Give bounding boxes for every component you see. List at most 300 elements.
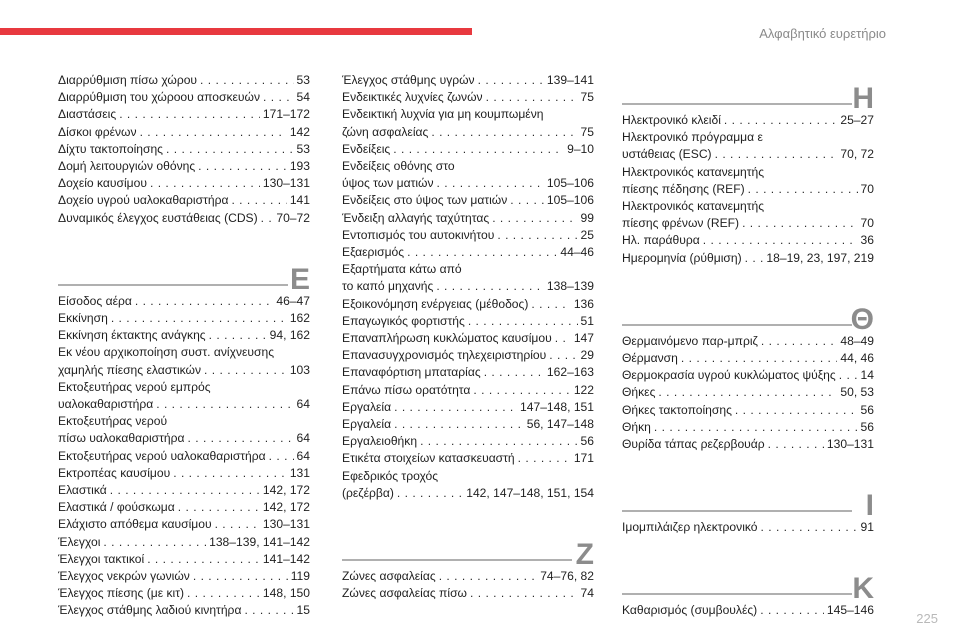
index-entry-pages: 18–19, 23, 197, 219 xyxy=(766,250,874,265)
index-entry xyxy=(58,568,310,585)
section-header xyxy=(622,479,874,523)
index-entry xyxy=(342,364,594,381)
index-entry-row xyxy=(622,402,874,419)
index-entry-term-line1: Εκ νέου αρχικοποίηση συστ. ανίχνευσης xyxy=(58,345,275,360)
index-column-2 xyxy=(342,72,594,602)
index-entry-row xyxy=(342,192,594,209)
index-entry-pages: 46–47 xyxy=(276,293,310,308)
index-entry-pages: 141 xyxy=(289,193,310,208)
index-entry-term: Δίχτυ τακτοποίησης xyxy=(58,141,163,156)
index-entry-term: Έλεγχος στάθμης λαδιού κινητήρα xyxy=(58,603,242,618)
index-entry-row xyxy=(342,416,594,433)
dot-leader xyxy=(724,112,837,129)
dot-leader xyxy=(439,568,537,585)
index-entry-row xyxy=(622,146,874,163)
dot-leader xyxy=(436,278,544,295)
index-entry-row xyxy=(58,602,310,619)
index-entry xyxy=(58,141,310,158)
index-entry-row xyxy=(342,450,594,467)
dot-leader xyxy=(681,350,838,367)
index-entry-pages: 74–76, 82 xyxy=(540,569,594,584)
index-entry-pages: 171–172 xyxy=(262,107,310,122)
index-entry xyxy=(342,89,594,106)
index-entry-row xyxy=(622,333,874,350)
index-entry xyxy=(342,261,594,295)
section-header xyxy=(622,562,874,606)
index-entry-row xyxy=(58,551,310,568)
index-entry xyxy=(342,244,594,261)
index-entry xyxy=(622,419,874,436)
index-entry xyxy=(342,568,594,585)
section-rule xyxy=(622,103,852,105)
index-entry xyxy=(622,250,874,267)
dot-leader xyxy=(839,367,858,384)
index-entry-term: Επαναπλήρωση κυκλώματος καυσίμου xyxy=(342,331,552,346)
dot-leader xyxy=(150,175,260,192)
dot-leader xyxy=(261,210,274,227)
index-entry-term: Διαρρύθμιση του χώροου αποσκευών xyxy=(58,90,261,105)
index-entry-row xyxy=(58,158,310,175)
dot-leader xyxy=(549,347,577,364)
dot-leader xyxy=(420,433,577,450)
index-entry-term: Έλεγχος στάθμης υγρών xyxy=(342,73,475,87)
index-entry xyxy=(622,112,874,129)
index-entry-pages: 53 xyxy=(296,141,310,156)
section-header xyxy=(342,528,594,572)
dot-leader xyxy=(407,244,557,261)
index-entry-row xyxy=(342,227,594,244)
index-entry-term: Ενδείξεις xyxy=(342,141,391,156)
index-entry-row xyxy=(342,141,594,158)
index-entry-term-line1: Εξαρτήματα κάτω από xyxy=(342,262,462,277)
section-rule xyxy=(622,510,852,512)
index-entry-pages: 56 xyxy=(860,402,874,417)
index-entry-term: το καπό μηχανής xyxy=(342,279,434,294)
index-entry-pages: 105–106 xyxy=(546,176,594,191)
index-entry-term: Ένδειξη αλλαγής ταχύτητας xyxy=(342,210,490,225)
index-entry-row xyxy=(622,250,874,267)
index-entry-term-line1: Ηλεκτρονικό πρόγραμμα ε xyxy=(622,130,763,145)
index-entry-row xyxy=(58,210,310,227)
section-header xyxy=(622,293,874,336)
dot-leader xyxy=(147,551,260,568)
index-entry-row xyxy=(622,519,874,536)
index-entry-term: Δοχείο καυσίμου xyxy=(58,176,147,191)
index-entry xyxy=(342,313,594,330)
index-entry-row xyxy=(342,364,594,381)
dot-leader xyxy=(742,215,857,232)
section-letter: Θ xyxy=(850,302,874,336)
index-entry-term: Επαναφόρτιση μπαταρίας xyxy=(342,365,481,380)
index-entry-pages: 70 xyxy=(860,181,874,196)
index-entry xyxy=(342,192,594,209)
index-entry-row xyxy=(342,433,594,450)
index-entry-pages: 29 xyxy=(580,348,594,363)
index-entry-row xyxy=(58,430,310,447)
index-entry-term: Ετικέτα στοιχείων κατασκευαστή xyxy=(342,451,515,466)
index-entry-term: Εκτοξευτήρας νερού υαλοκαθαριστήρα xyxy=(58,448,266,463)
index-entry xyxy=(58,585,310,602)
index-entry-term: Ιμομπιλάιζερ ηλεκτρονικό xyxy=(622,520,758,535)
index-entry-row xyxy=(342,278,594,295)
dot-leader xyxy=(263,89,294,106)
index-entry-pages: 54 xyxy=(296,90,310,105)
index-entry xyxy=(342,450,594,467)
section-letter: I xyxy=(865,489,874,523)
index-entry xyxy=(342,399,594,416)
index-entry-row xyxy=(622,215,874,232)
dot-leader xyxy=(761,519,858,536)
index-entry-row xyxy=(58,516,310,533)
index-entry xyxy=(58,448,310,465)
index-entry xyxy=(342,158,594,192)
index-entry-row xyxy=(622,112,874,129)
dot-leader xyxy=(703,232,858,249)
index-entry xyxy=(622,232,874,249)
dot-leader xyxy=(484,364,544,381)
section-letter: Z xyxy=(575,538,594,572)
index-entry-row xyxy=(58,534,310,551)
dot-leader xyxy=(269,448,294,465)
dot-leader xyxy=(110,482,260,499)
dot-leader xyxy=(761,333,837,350)
page-number: 225 xyxy=(916,611,938,626)
index-entry xyxy=(58,158,310,175)
dot-leader xyxy=(215,516,260,533)
dot-leader xyxy=(468,313,578,330)
index-entry xyxy=(622,519,874,536)
index-entry-pages: 130–131 xyxy=(262,517,310,532)
index-entry-row xyxy=(622,602,874,619)
index-entry-row xyxy=(342,72,594,89)
dot-leader xyxy=(492,210,577,227)
index-entry-term: πίεσης φρένων (REF) xyxy=(622,216,740,231)
index-entry-term: Θήκες xyxy=(622,385,656,400)
index-entry-term: Ηλ. παράθυρα xyxy=(622,233,700,248)
index-entry-row xyxy=(58,465,310,482)
index-entry-term: Έλεγχοι τακτικοί xyxy=(58,551,145,566)
index-column-3 xyxy=(622,72,874,620)
index-entry-pages: 70 xyxy=(860,216,874,231)
index-entry xyxy=(342,330,594,347)
index-entry xyxy=(58,72,310,89)
dot-leader xyxy=(470,585,578,602)
index-entry-pages: 131 xyxy=(289,465,310,480)
index-entry xyxy=(58,124,310,141)
index-entry-pages: 64 xyxy=(296,448,310,463)
index-entry-pages: 171 xyxy=(573,451,594,466)
index-entry-pages: 74 xyxy=(580,586,594,601)
index-entry-term: Εργαλεία xyxy=(342,417,392,432)
index-entry-pages: 51 xyxy=(580,313,594,328)
section-letter: Ε xyxy=(289,262,310,296)
dot-leader xyxy=(473,382,570,399)
dot-leader xyxy=(555,330,571,347)
index-entry-term: Δυναμικός έλεγχος ευστάθειας (CDS) xyxy=(58,210,258,225)
index-entry-term: Διαρρύθμιση πίσω χώρου xyxy=(58,73,198,87)
index-entry-term: Ζώνες ασφαλείας xyxy=(342,569,436,584)
index-entry-term: Ηλεκτρονικό κλειδί xyxy=(622,113,721,127)
index-entry xyxy=(342,72,594,89)
index-entry-term: Εντοπισμός του αυτοκινήτου xyxy=(342,227,495,242)
index-entry-term: Ημερομηνία (ρύθμιση) xyxy=(622,250,742,265)
index-entry xyxy=(342,585,594,602)
index-entry-term: Ζώνες ασφαλείας πίσω xyxy=(342,586,467,601)
section-rule xyxy=(342,559,572,561)
index-entry-pages: 122 xyxy=(573,382,594,397)
index-entry-pages: 142, 172 xyxy=(262,500,310,515)
index-entry-term: χαμηλής πίεσης ελαστικών xyxy=(58,362,202,377)
index-entry-row xyxy=(342,296,594,313)
index-entry-term-line1: Εκτοξευτήρας νερού εμπρός xyxy=(58,379,211,394)
index-entry-pages: 138–139, 141–142 xyxy=(209,534,310,549)
index-entry xyxy=(58,534,310,551)
dot-leader xyxy=(209,327,267,344)
index-entry xyxy=(342,106,594,140)
index-entry xyxy=(58,482,310,499)
index-entry-term: Ενδεικτικές λυχνίες ζωνών xyxy=(342,90,483,105)
index-entry-row xyxy=(622,419,874,436)
dot-leader xyxy=(745,250,764,267)
index-entry-term: Έλεγχος πίεσης (με κιτ) xyxy=(58,586,184,601)
dot-leader xyxy=(178,499,260,516)
dot-leader xyxy=(103,534,206,551)
index-entry xyxy=(342,433,594,450)
index-entry-row xyxy=(342,313,594,330)
index-entry-term: ζώνη ασφαλείας xyxy=(342,124,429,139)
index-entry xyxy=(58,210,310,227)
top-accent-bar xyxy=(0,28,472,35)
index-entry-row xyxy=(58,499,310,516)
index-entry-term: Ελαστικά / φούσκωμα xyxy=(58,500,175,515)
index-entry-pages: 53 xyxy=(296,73,310,87)
index-entry-row xyxy=(58,293,310,310)
dot-leader xyxy=(748,181,858,198)
index-entry-pages: 44, 46 xyxy=(840,351,874,366)
dot-leader xyxy=(135,293,274,310)
index-entry xyxy=(342,227,594,244)
index-entry-row xyxy=(58,192,310,209)
index-entry-pages: 141–142 xyxy=(262,551,310,566)
index-entry-term: Θήκες τακτοποίησης xyxy=(622,402,732,417)
index-entry-term: Έλεγχος νεκρών γωνιών xyxy=(58,569,190,584)
index-entry xyxy=(622,367,874,384)
index-entry xyxy=(58,192,310,209)
dot-leader xyxy=(658,384,837,401)
index-entry-row xyxy=(622,436,874,453)
dot-leader xyxy=(188,430,294,447)
index-entry xyxy=(622,402,874,419)
dot-leader xyxy=(760,602,824,619)
dot-leader xyxy=(394,399,517,416)
index-entry-row xyxy=(58,175,310,192)
index-entry-pages: 136 xyxy=(573,296,594,311)
section-rule xyxy=(622,324,852,326)
index-entry xyxy=(58,602,310,619)
index-entry-row xyxy=(58,362,310,379)
section-rule xyxy=(622,593,852,595)
index-entry-pages: 64 xyxy=(296,431,310,446)
index-entry xyxy=(58,106,310,123)
index-entry-term: ύψος των ματιών xyxy=(342,176,434,191)
index-entry-row xyxy=(622,350,874,367)
index-entry-term: Επάνω πίσω ορατότητα xyxy=(342,382,471,397)
index-entry-pages: 105–106 xyxy=(546,193,594,208)
dot-leader xyxy=(204,362,287,379)
index-entry xyxy=(342,416,594,433)
index-entry-row xyxy=(58,141,310,158)
index-entry-row xyxy=(622,181,874,198)
index-entry-row xyxy=(342,89,594,106)
section-spacer xyxy=(622,453,874,479)
dot-leader xyxy=(715,146,838,163)
index-entry-row xyxy=(342,124,594,141)
index-entry xyxy=(58,499,310,516)
index-entry xyxy=(58,516,310,533)
index-entry-term: Εργαλεία xyxy=(342,399,392,414)
dot-leader xyxy=(393,141,564,158)
section-spacer xyxy=(342,502,594,528)
index-entry-row xyxy=(58,585,310,602)
index-entry-row xyxy=(58,568,310,585)
dot-leader xyxy=(497,227,577,244)
index-entry-term: Θήκη xyxy=(622,419,651,434)
index-entry-pages: 75 xyxy=(580,90,594,105)
dot-leader xyxy=(531,296,570,313)
index-entry-pages: 56, 147–148 xyxy=(526,417,594,432)
index-entry-term: Επαγωγικός φορτιστής xyxy=(342,313,465,328)
index-entry-term-line1: Ενδείξεις οθόνης στο xyxy=(342,159,455,174)
index-entry-row xyxy=(342,568,594,585)
index-entry-pages: 75 xyxy=(580,124,594,139)
dot-leader xyxy=(518,450,571,467)
index-entry-pages: 145–146 xyxy=(826,603,874,618)
index-entry xyxy=(58,344,310,378)
index-entry-pages: 94, 162 xyxy=(269,328,310,343)
index-entry xyxy=(58,310,310,327)
index-entry-row xyxy=(342,330,594,347)
index-entry-term: Επανασυγχρονισμός τηλεχειριστηρίου xyxy=(342,348,547,363)
dot-leader xyxy=(394,416,524,433)
index-entry-pages: 36 xyxy=(860,233,874,248)
index-entry xyxy=(58,89,310,106)
index-entry-row xyxy=(58,310,310,327)
dot-leader xyxy=(478,72,544,89)
index-entry-pages: 64 xyxy=(296,397,310,412)
index-entry-row xyxy=(58,72,310,89)
dot-leader xyxy=(173,465,287,482)
dot-leader xyxy=(244,602,293,619)
section-spacer xyxy=(622,536,874,562)
index-entry-row xyxy=(342,347,594,364)
index-entry-row xyxy=(342,210,594,227)
index-entry-pages: 147 xyxy=(573,331,594,346)
index-entry-term: Ελάχιστο απόθεμα καυσίμου xyxy=(58,517,212,532)
dot-leader xyxy=(735,402,858,419)
index-entry-pages: 119 xyxy=(290,569,310,584)
dot-leader xyxy=(119,106,260,123)
index-entry xyxy=(342,347,594,364)
index-entry-pages: 142, 172 xyxy=(262,483,310,498)
index-entry-row xyxy=(622,367,874,384)
index-entry-term: Θερμοκρασία υγρού κυκλώματος ψύξης xyxy=(622,368,836,383)
index-entry xyxy=(58,379,310,413)
index-entry-pages: 193 xyxy=(289,159,310,174)
index-entry-pages: 15 xyxy=(296,603,310,618)
index-entry-term: Δοχείο υγρού υαλοκαθαριστήρα xyxy=(58,193,229,208)
index-entry-pages: 147–148, 151 xyxy=(520,399,594,414)
index-entry-term: Έλεγχοι xyxy=(58,534,101,549)
dot-leader xyxy=(187,585,260,602)
index-entry-term: Διαστάσεις xyxy=(58,107,117,122)
dot-leader xyxy=(193,568,288,585)
index-entry-pages: 44–46 xyxy=(560,245,594,260)
dot-leader xyxy=(200,72,294,89)
index-entry xyxy=(342,141,594,158)
index-entry-term: Εξοικονόμηση ενέργειας (μέθοδος) xyxy=(342,296,529,311)
index-entry-term: Δίσκοι φρένων xyxy=(58,124,137,139)
index-entry xyxy=(622,602,874,619)
index-entry-term: (ρεζέρβα) xyxy=(342,485,394,500)
page-header-title: Αλφαβητικό ευρετήριο xyxy=(759,26,886,41)
index-entry xyxy=(342,296,594,313)
index-entry-pages: 148, 150 xyxy=(262,586,310,601)
index-entry xyxy=(342,210,594,227)
index-entry xyxy=(58,293,310,310)
index-entry-term-line1: Εφεδρικός τροχός xyxy=(342,468,439,483)
index-entry-pages: 25–27 xyxy=(840,113,874,127)
index-entry-row xyxy=(58,396,310,413)
section-spacer xyxy=(622,267,874,293)
index-entry-row xyxy=(58,448,310,465)
index-entry-term-line1: Ηλεκτρονικός κατανεμητής xyxy=(622,199,765,214)
index-entry-term: Εκτροπέας καυσίμου xyxy=(58,465,171,480)
index-entry-pages: 130–131 xyxy=(826,437,874,452)
index-entry-pages: 138–139 xyxy=(546,279,594,294)
index-entry-row xyxy=(58,327,310,344)
index-entry xyxy=(622,129,874,163)
index-entry-pages: 25 xyxy=(580,227,594,242)
dot-leader xyxy=(654,419,858,436)
dot-leader xyxy=(431,124,577,141)
index-entry-pages: 162 xyxy=(289,311,310,326)
index-entry xyxy=(342,468,594,502)
index-entry-pages: 142, 147–148, 151, 154 xyxy=(466,485,594,500)
index-entry-pages: 103 xyxy=(289,362,310,377)
section-header xyxy=(58,253,310,296)
index-entry-term-line1: Ηλεκτρονικός κατανεμητής xyxy=(622,164,765,179)
index-entry-pages: 91 xyxy=(860,520,874,535)
dot-leader xyxy=(510,192,544,209)
index-entry-row xyxy=(342,399,594,416)
index-entry-pages: 142 xyxy=(289,124,310,139)
index-entry-term: Ενδείξεις στο ύψος των ματιών xyxy=(342,193,508,208)
section-letter: H xyxy=(852,82,874,115)
index-entry-row xyxy=(622,384,874,401)
section-header xyxy=(622,72,874,115)
index-entry-row xyxy=(342,175,594,192)
dot-leader xyxy=(231,192,286,209)
index-entry-pages: 162–163 xyxy=(546,365,594,380)
index-entry-term: Δομή λειτουργιών οθόνης xyxy=(58,159,196,174)
index-column-1 xyxy=(58,72,310,620)
index-entry-pages: 9–10 xyxy=(567,141,594,156)
index-entry-row xyxy=(58,106,310,123)
index-entry-pages: 139–141 xyxy=(546,73,594,87)
dot-leader xyxy=(166,141,294,158)
index-entry xyxy=(58,413,310,447)
index-entry-term: Εργαλειοθήκη xyxy=(342,434,418,449)
